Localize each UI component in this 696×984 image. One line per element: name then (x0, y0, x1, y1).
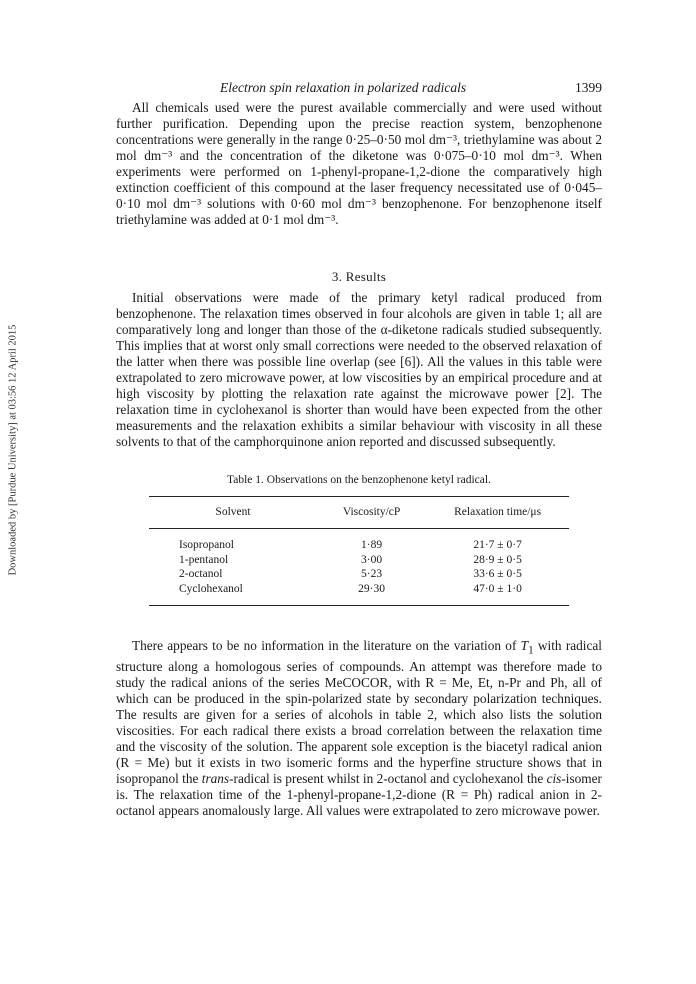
cell-viscosity: 29·30 (358, 582, 386, 595)
table-caption: Table 1. Observations on the benzophenone ketyl radical. (227, 474, 491, 486)
t1-symbol (521, 638, 528, 653)
download-notice (6, 215, 20, 685)
section-heading: 3. Results (331, 269, 387, 284)
page-number: 1399 (575, 80, 602, 95)
table-row (149, 567, 569, 582)
table-row (149, 582, 569, 606)
cell-solvent: 2-octanol (179, 568, 223, 580)
t1-subscript: 1 (528, 644, 534, 657)
text-run: with radical structure along a homologous series of compounds. An attempt was therefore made to study the radical anions of the series (116, 638, 602, 690)
col-header-relaxation: Relaxation time/μs (426, 497, 569, 529)
text-run: -isomer is. The relaxation time of the 1-phenyl-propane-1,2-dione (R = Ph) radical anion in 2-octanol appears anomalously large. All values were extrapolated to zero microwave power. (116, 770, 602, 818)
text-run: , with R = Me, Et, n-Pr and Ph, all of which can be produced in the spin-polarized state by secondary polarization techniques. The results are given for a series of alcohols in table 2, which also lists the solution viscosities. For each radical there exists a broad correlation between the relaxation time and the viscosity of the solution. The apparent sole exception is the biacetyl radical anion (R = Me) but it exists in two isomeric forms and the hyperfine structure shows that in isopropanol the (116, 674, 602, 786)
table-1 (116, 472, 602, 606)
paragraph-materials: All chemicals used were the purest available commercially and were used without further purification. Depending upon the precise reaction system, benzophenone concentrations were generally in the range 0·25–0·50 mol dm⁻³, triethylamine was about 2 mol dm⁻³ and the concentration of the diketone was 0·075–0·10 mol dm⁻³. When experiments were performed on 1-phenyl-propane-1,2-dione the comparatively high extinction coefficient of this compound at the laser frequency necessitated use of 0·045–0·10 mol dm⁻³ solutions with 0·60 mol dm⁻³ benzophenone. For benzophenone itself triethylamine was added at 0·1 mol dm⁻³. (116, 100, 602, 227)
table-row (149, 529, 569, 553)
cell-relaxation: 47·0 ± 1·0 (473, 582, 522, 595)
formula-mecocor: MeCOCOR (324, 674, 389, 690)
text-run: -radical is present whilst in 2-octanol and cyclohexanol the (229, 770, 547, 786)
cell-relaxation: 28·9 ± 0·5 (473, 553, 522, 566)
table-header-row (149, 497, 569, 529)
cell-relaxation: 21·7 ± 0·7 (473, 539, 522, 551)
cell-relaxation: 33·6 ± 0·5 (473, 568, 522, 580)
col-header-viscosity: Viscosity/cP (317, 497, 426, 529)
cell-viscosity: 1·89 (361, 539, 383, 551)
paragraph-homologous-series (116, 638, 602, 819)
cis-word: cis (546, 770, 562, 786)
cell-solvent: Cyclohexanol (179, 582, 243, 595)
page-body (116, 100, 602, 819)
cell-viscosity: 3·00 (361, 553, 383, 566)
col-header-solvent: Solvent (149, 497, 317, 529)
table-row (149, 553, 569, 568)
trans-word: trans (201, 770, 230, 786)
cell-viscosity: 5·23 (361, 568, 383, 580)
cell-solvent: 1-pentanol (179, 553, 229, 566)
paragraph-results: Initial observations were made of the primary ketyl radical produced from benzophenone. The relaxation times observed in four alcohols are given in table 1; all are comparatively long and longer than those of the α-diketone radicals studied subsequently. This implies that at worst only small corrections were needed to the observed relaxation of the latter when there was possible line overlap (see [6]). All the values in this table were extrapolated to zero microwave power, at low viscosities by an empirical procedure and at high viscosity by plotting the relaxation rate against the microwave power [2]. The relaxation time in cyclohexanol is shorter than would have been expected from the other measurements and the relaxation exhibits a similar behaviour with viscosity in all these solvents to that of the camphorquinone anion reported and discussed subsequently. (116, 290, 602, 449)
text-run: There appears to be no information in the literature on the variation of (132, 638, 521, 653)
table-benzophenone (149, 496, 569, 606)
download-notice-text: Downloaded by [Purdue University] at 03:56 12 April 2015 (7, 324, 19, 576)
cell-solvent: Isopropanol (179, 539, 234, 551)
t-letter: T (520, 638, 529, 653)
running-title: Electron spin relaxation in polarized radicals (220, 80, 467, 95)
